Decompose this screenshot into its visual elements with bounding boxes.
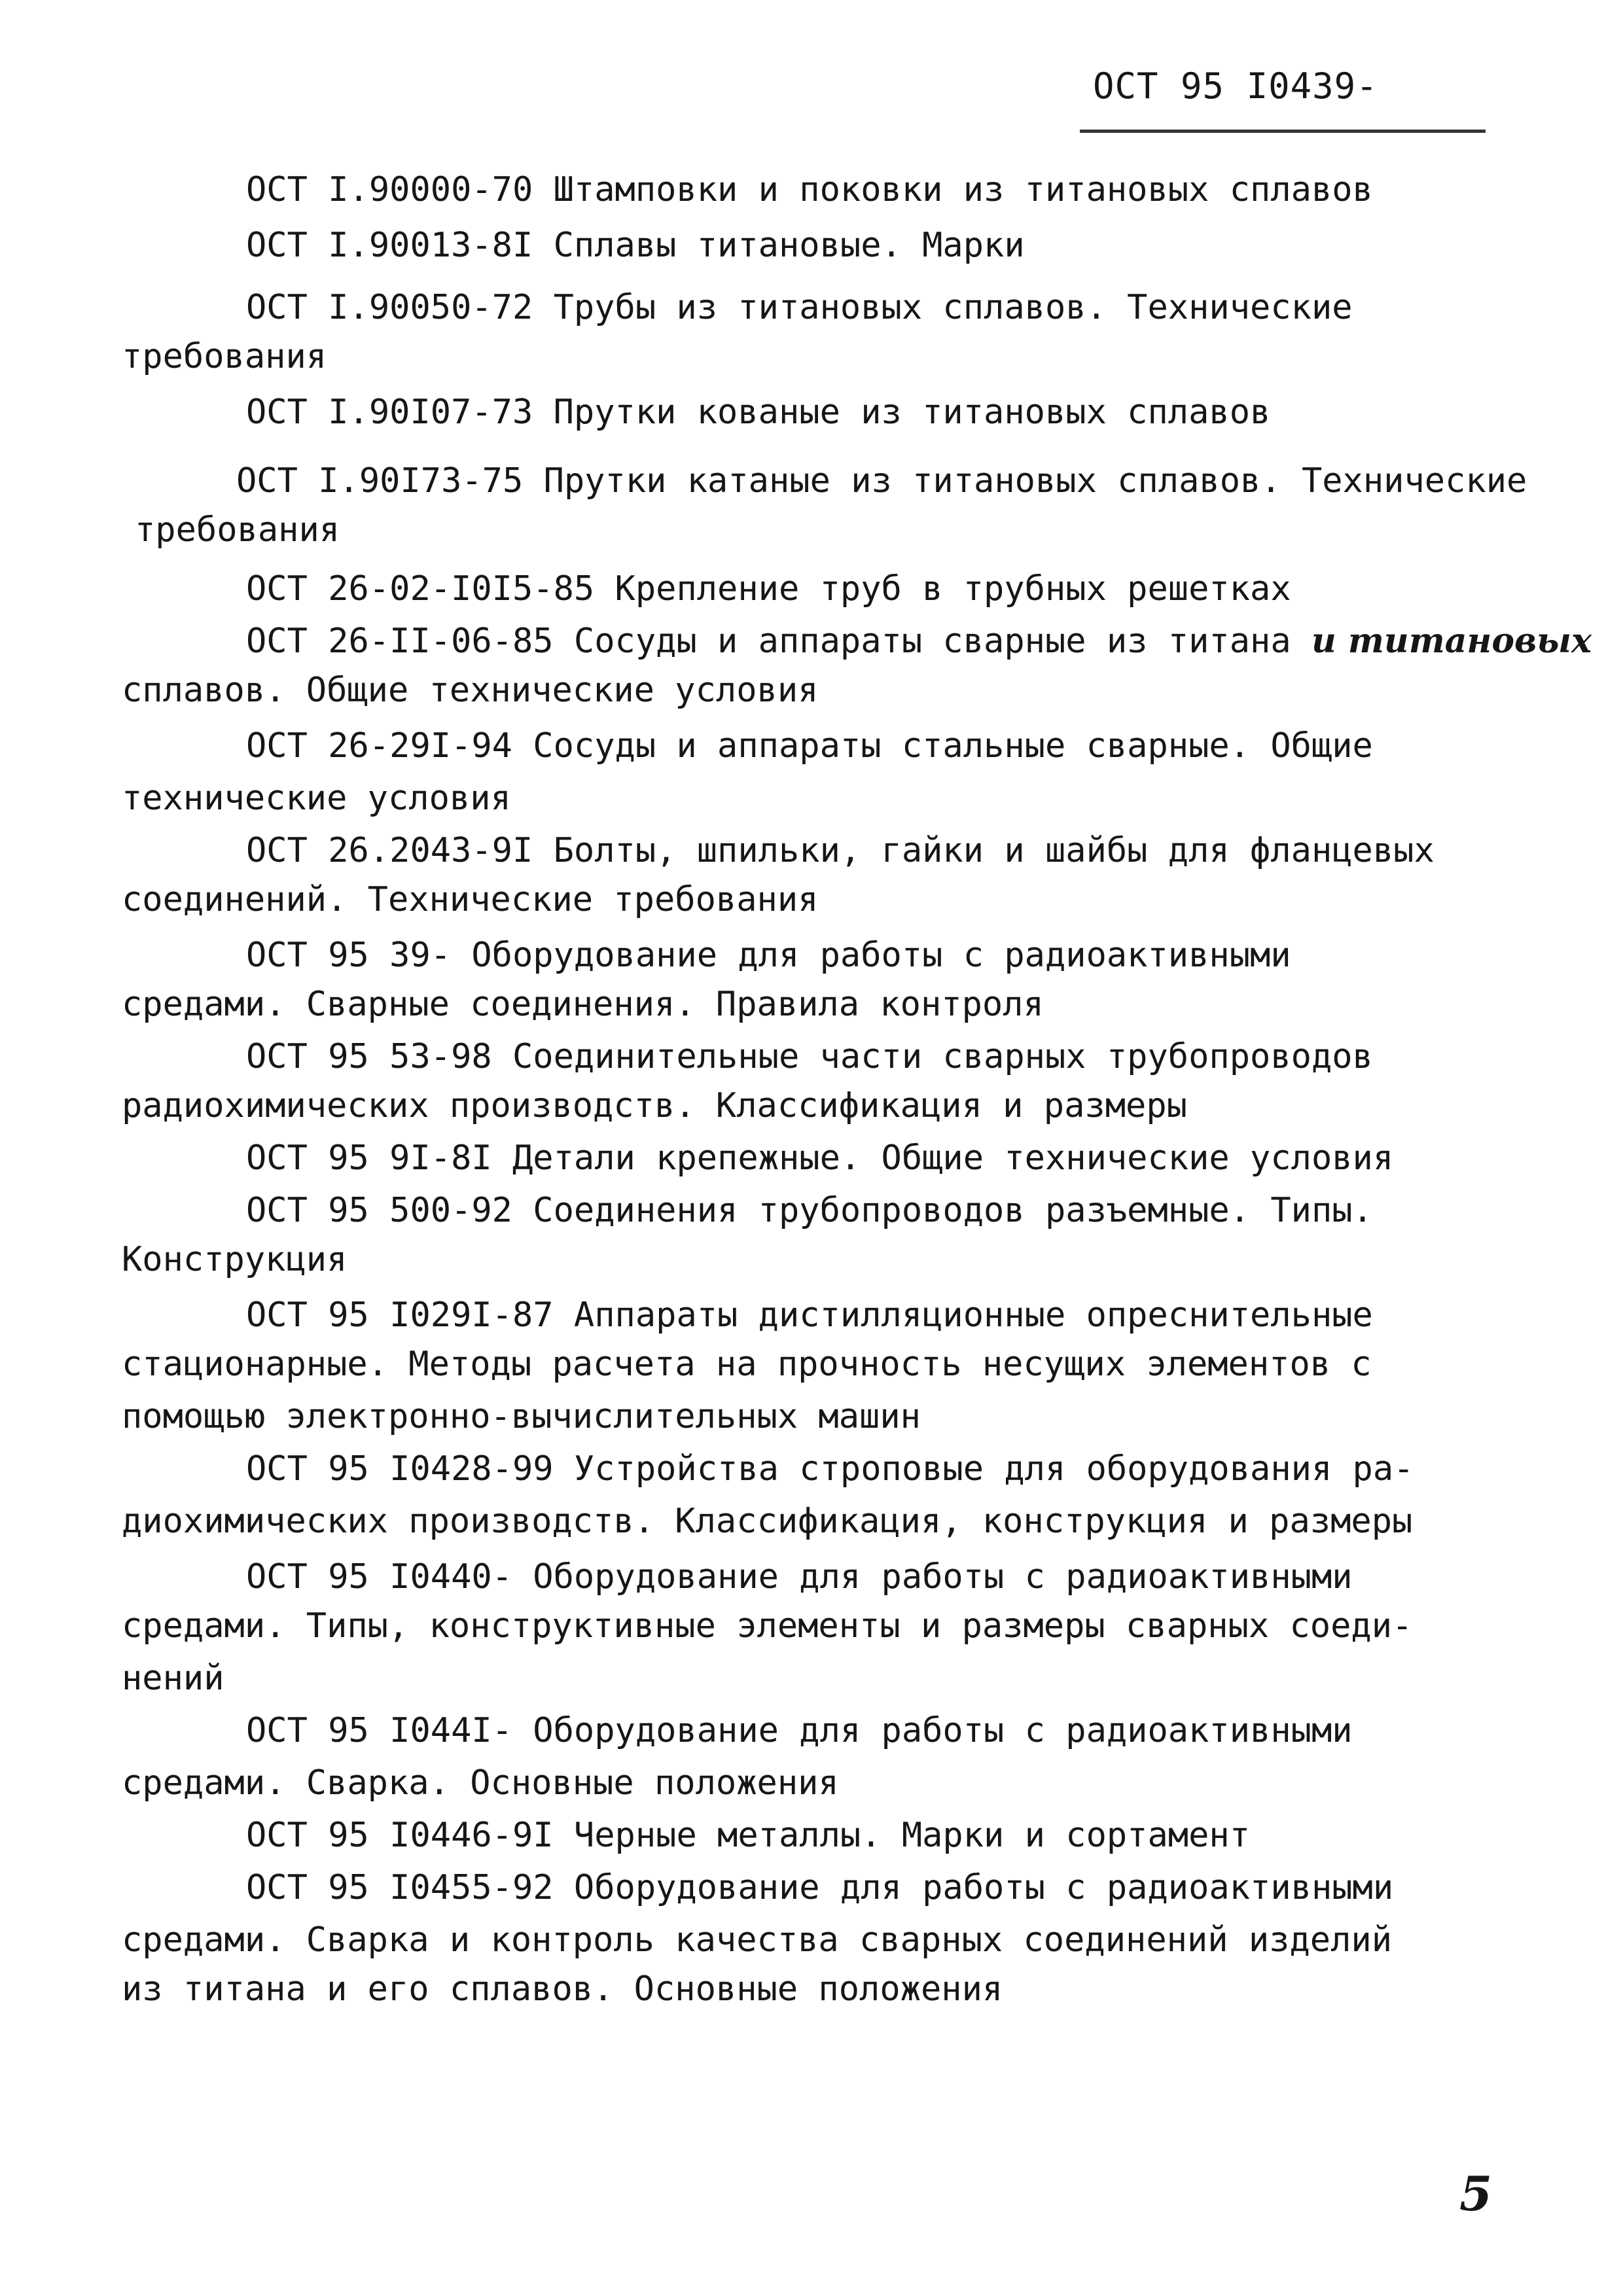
continuation-line: из титана и его сплавов. Основные положения	[122, 1969, 1003, 2009]
standard-line: ОСТ 95 I0446-9I Черные металлы. Марки и сортамент	[246, 1816, 1251, 1855]
standard-line: ОСТ 95 I044I- Оборудование для работы с радиоактивными	[246, 1711, 1353, 1750]
standard-line: ОСТ I.90000-70 Штамповки и поковки из титановых сплавов	[246, 170, 1373, 209]
continuation-line: Конструкция	[122, 1240, 348, 1279]
handwritten-insert: и титановых	[1311, 621, 1592, 661]
continuation-line: средами. Типы, конструктивные элементы и размеры сварных соеди-	[122, 1606, 1413, 1646]
standard-line: ОСТ I.90I07-73 Прутки кованые из титановых сплавов	[246, 393, 1271, 432]
continuation-line: средами. Сварка и контроль качества сварных соединений изделий	[122, 1920, 1393, 1960]
continuation-line: технические условия	[122, 779, 511, 818]
continuation-line: средами. Сварные соединения. Правила контроля	[122, 985, 1044, 1024]
continuation-line: требования	[135, 510, 340, 550]
continuation-line: диохимических производств. Классификация, конструкция и размеры	[122, 1502, 1413, 1541]
header-underline	[1080, 130, 1486, 133]
continuation-line: сплавов. Общие технические условия	[122, 671, 819, 710]
standard-line: ОСТ 95 53-98 Соединительные части сварных трубопроводов	[246, 1037, 1373, 1076]
standard-line: ОСТ I.90050-72 Трубы из титановых сплавов. Технические	[246, 288, 1353, 327]
standard-line: ОСТ 95 I0428-99 Устройства строповые для оборудования ра-	[246, 1449, 1414, 1489]
standard-line	[246, 622, 1592, 661]
continuation-line: соединений. Технические требования	[122, 880, 819, 919]
standard-line: ОСТ I.90013-8I Сплавы титановые. Марки	[246, 226, 1025, 265]
standard-line: ОСТ 26-29I-94 Сосуды и аппараты стальные сварные. Общие	[246, 726, 1373, 766]
continuation-line: радиохимических производств. Классификация и размеры	[122, 1086, 1187, 1125]
continuation-line: помощью электронно-вычислительных машин	[122, 1397, 921, 1436]
continuation-line: нений	[122, 1659, 224, 1698]
standard-line: ОСТ 95 9I-8I Детали крепежные. Общие технические условия	[246, 1139, 1394, 1178]
standard-line: ОСТ 95 I0455-92 Оборудование для работы с радиоактивными	[246, 1868, 1394, 1907]
continuation-line: средами. Сварка. Основные положения	[122, 1763, 839, 1803]
continuation-line: стационарные. Методы расчета на прочность несущих элементов с	[122, 1345, 1372, 1384]
standard-line-text: ОСТ 26-II-06-85 Сосуды и аппараты сварные из титана	[246, 622, 1291, 661]
document-code-header: ОСТ 95 I0439-	[1093, 65, 1378, 107]
standard-line: ОСТ 95 39- Оборудование для работы с радиоактивными	[246, 936, 1291, 975]
standard-line: ОСТ 95 I029I-87 Аппараты дистилляционные опреснительные	[246, 1296, 1373, 1335]
standard-line: ОСТ I.90I73-75 Прутки катаные из титановых сплавов. Технические	[236, 461, 1527, 501]
standard-line: ОСТ 95 I0440- Оборудование для работы с радиоактивными	[246, 1557, 1353, 1597]
standard-line: ОСТ 26.2043-9I Болты, шпильки, гайки и шайбы для фланцевых	[246, 831, 1435, 870]
standard-line: ОСТ 26-02-I0I5-85 Крепление труб в трубных решетках	[246, 569, 1291, 609]
standard-line: ОСТ 95 500-92 Соединения трубопроводов разъемные. Типы.	[246, 1191, 1373, 1230]
continuation-line: требования	[122, 337, 327, 376]
page-number: 5	[1459, 2166, 1493, 2221]
